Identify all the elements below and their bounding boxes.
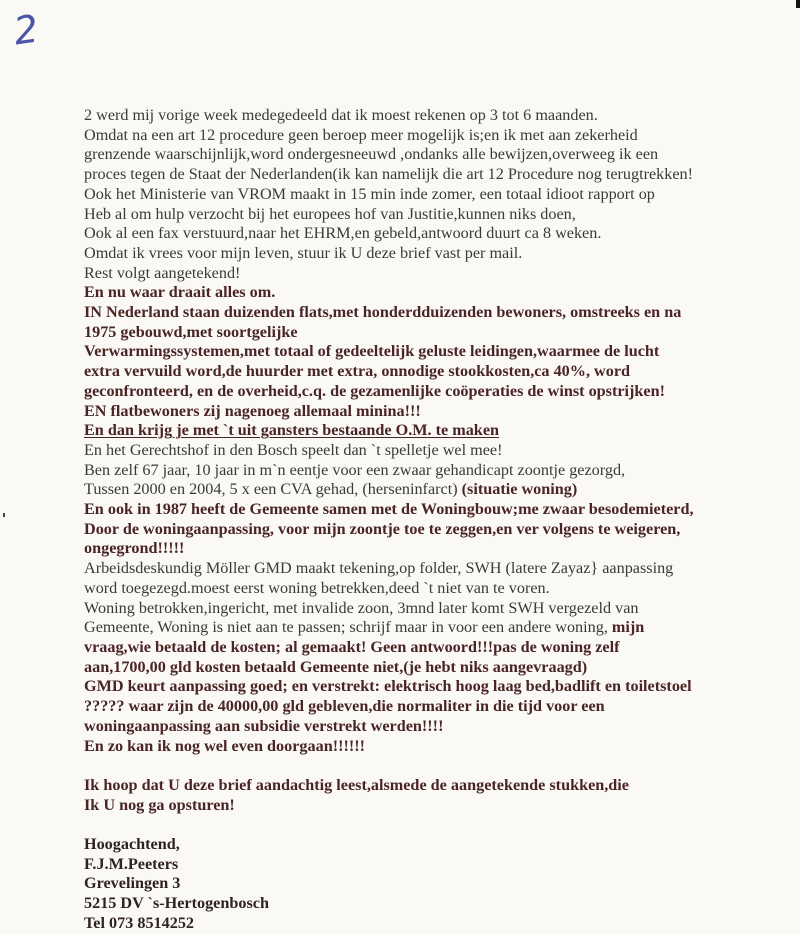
signature-city: 5215 DV `s-Hertogenbosch — [84, 894, 269, 913]
letter-line: word toegezegd.moest eerst woning betrekken,deed `t niet van te voren. — [84, 578, 550, 597]
letter-line-bold: EN flatbewoners zij nagenoeg allemaal minina!!! — [84, 401, 421, 420]
blank-line — [84, 815, 784, 835]
letter-line-bold: Door de woningaanpassing, voor mijn zoontje toe te zeggen,en ver volgens te weigeren, — [84, 519, 681, 538]
letter-line-emphasis: (situatie woning) — [461, 480, 578, 499]
letter-line-bold: ????? waar zijn de 40000,00 gld gebleven,die normaliter in die tijd voor een — [84, 697, 605, 716]
scan-corner-mark — [796, 0, 800, 8]
letter-line: 2 werd mij vorige week medegedeeld dat ik moest rekenen op 3 tot 6 maanden. — [84, 106, 598, 124]
letter-line: En het Gerechtshof in den Bosch speelt dan `t spelletje wel mee! — [84, 440, 503, 459]
letter-line-bold: 1975 gebouwd,met soortgelijke — [84, 322, 298, 341]
letter-body — [84, 106, 784, 934]
letter-line-bold: Ik hoop dat U deze brief aandachtig leest,alsmede de aangetekende stukken,die — [84, 775, 629, 794]
letter-line: Ook het Ministerie van VROM maakt in 15 min inde zomer, een totaal idioot rapport op — [84, 184, 655, 203]
letter-line: Heb al om hulp verzocht bij het europees hof van Justitie,kunnen niks doen, — [84, 204, 576, 223]
letter-line: Arbeidsdeskundig Möller GMD maakt tekening,op folder, SWH (latere Zayaz} aanpassing — [84, 559, 674, 578]
letter-line — [84, 480, 784, 500]
letter-line-underlined: En dan krijg je met `t uit gansters bestaande O.M. te maken — [84, 421, 500, 440]
letter-line-bold: aan,1700,00 gld kosten betaald Gemeente niet,(je hebt niks aangevraagd) — [84, 657, 588, 676]
letter-line-bold: En nu waar draait alles om. — [84, 283, 276, 302]
letter-line: grenzende waarschijnlijk,word ondergesneeuwd ,ondanks alle bewijzen,overweeg ik een — [84, 145, 659, 164]
letter-line-bold: GMD keurt aanpassing goed; en verstrekt: elektrisch hoog laag bed,badlift en toiletstoel — [84, 677, 692, 696]
letter-line-text: Gemeente, Woning is niet aan te passen; schrijf maar in voor een andere woning, — [84, 618, 612, 637]
letter-line-bold: En zo kan ik nog wel even doorgaan!!!!!! — [84, 736, 366, 755]
signature-closing: Hoogachtend, — [84, 834, 180, 853]
blank-line — [84, 756, 784, 776]
letter-line: Rest volgt aangetekend! — [84, 263, 241, 282]
letter-line: Omdat na een art 12 procedure geen beroep meer mogelijk is;en ik met aan zekerheid — [84, 125, 638, 144]
letter-line-bold: extra vervuild word,de huurder met extra, onnodige stookkosten,ca 40%, word — [84, 362, 631, 381]
letter-line-bold: IN Nederland staan duizenden flats,met honderdduizenden bewoners, omstreeks en na — [84, 303, 682, 322]
letter-line-text: Tussen 2000 en 2004, 5 x een CVA gehad, (herseninfarct) — [84, 480, 462, 499]
letter-line: Ook al een fax verstuurd,naar het EHRM,en gebeld,antwoord duurt ca 8 weken. — [84, 224, 602, 243]
signature-name: F.J.M.Peeters — [84, 854, 179, 873]
letter-line — [84, 618, 784, 638]
letter-line: Omdat ik vrees voor mijn leven, stuur ik U deze brief vast per mail. — [84, 243, 523, 262]
signature-phone: Tel 073 8514252 — [84, 913, 195, 932]
letter-line-emphasis: mijn — [611, 618, 645, 637]
letter-line-bold: En ook in 1987 heeft de Gemeente samen met de Woningbouw;me zwaar besodemieterd, — [84, 500, 694, 519]
letter-line: Ben zelf 67 jaar, 10 jaar in m`n eentje voor een zwaar gehandicapt zoontje gezorgd, — [84, 460, 626, 479]
letter-line-bold: Verwarmingssystemen,met totaal of gedeeltelijk geluste leidingen,waarmee de lucht — [84, 342, 660, 361]
letter-line-bold: ongegrond!!!!! — [84, 539, 185, 558]
letter-line-bold: geconfronteerd, en de overheid,c.q. de gezamenlijke coöperaties de winst opstrijken! — [84, 381, 666, 400]
letter-line-bold: woningaanpassing aan subsidie verstrekt werden!!!! — [84, 716, 444, 735]
scan-edge-mark — [3, 513, 5, 517]
letter-line: proces tegen de Staat der Nederlanden(ik kan namelijk die art 12 Procedure nog terugtrekken! — [84, 165, 694, 184]
letter-line-bold: vraag,wie betaald de kosten; al gemaakt! Geen antwoord!!!pas de woning zelf — [84, 637, 620, 656]
letter-line-bold: Ik U nog ga opsturen! — [84, 795, 235, 814]
signature-street: Grevelingen 3 — [84, 874, 181, 893]
handwritten-page-number: 2 — [11, 6, 42, 54]
letter-line: Woning betrokken,ingericht, met invalide zoon, 3mnd later komt SWH vergezeld van — [84, 598, 639, 617]
